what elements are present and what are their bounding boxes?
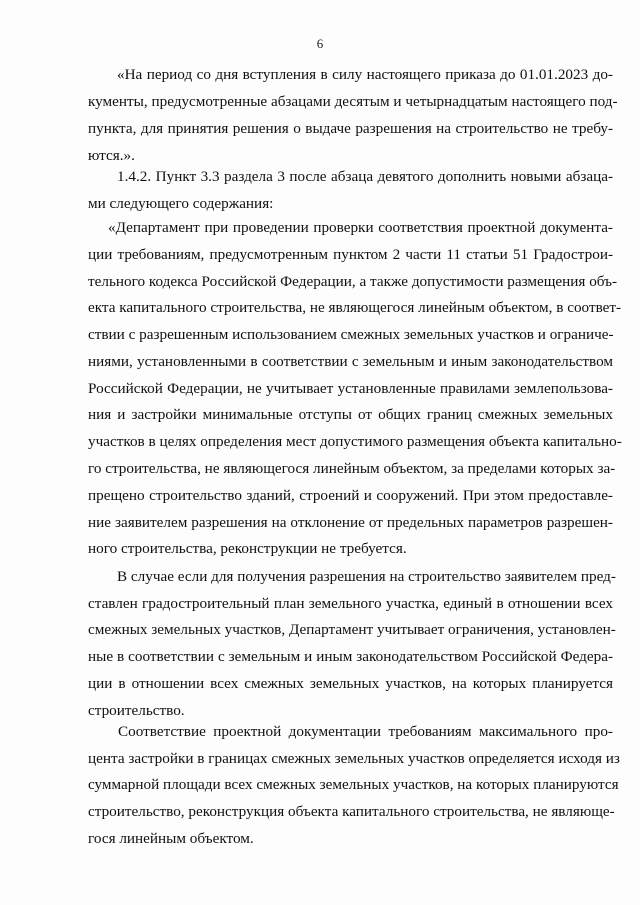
paragraph-line: ние заявителем разрешения на отклонение от предельных параметров разрешен- [88, 514, 613, 531]
paragraph-line: «Департамент при проведении проверки соответствия проектной документа- [108, 219, 613, 236]
paragraph-line: ставлен градостроительный план земельного участка, единый в отношении всех [88, 595, 613, 612]
paragraph-line: ния и застройки минимальные отступы от общих границ смежных земельных [88, 406, 613, 423]
paragraph-line: екта капитального строительства, не являющегося линейным объектом, в соответ- [88, 299, 622, 316]
paragraph-line: Соответствие проектной документации требованиям максимального про- [118, 723, 613, 740]
paragraph-line: 1.4.2. Пункт 3.3 раздела 3 после абзаца девятого дополнить новыми абзаца- [117, 168, 613, 185]
paragraph-line: «На период со дня вступления в силу настоящего приказа до 01.01.2023 до- [117, 66, 613, 83]
paragraph-line: пункта, для принятия решения о выдаче разрешения на строительство не требу- [88, 120, 613, 137]
paragraph-line: участков в целях определения мест допустимого размещения объекта капитально- [88, 433, 622, 450]
paragraph-line: строительство, реконструкция объекта капитального строительства, не являюще- [88, 803, 615, 820]
paragraph-line: ми следующего содержания: [88, 195, 274, 212]
paragraph-line: смежных земельных участков, Департамент учитывает ограничения, установлен- [88, 621, 616, 638]
paragraph-line: ные в соответствии с земельным и иным законодательством Российской Федера- [88, 648, 613, 665]
paragraph-line: суммарной площади всех смежных земельных участков, на которых планируются [88, 776, 619, 793]
paragraph-line: ются.». [88, 147, 135, 164]
paragraph-line: цента застройки в границах смежных земельных участков определяется исходя из [88, 750, 620, 767]
paragraph-line: прещено строительство зданий, строений и сооружений. При этом предоставле- [88, 487, 613, 504]
paragraph-line: тельного кодекса Российской Федерации, а также допустимости размещения объ- [88, 273, 618, 290]
paragraph-line: В случае если для получения разрешения на строительство заявителем пред- [117, 568, 616, 585]
paragraph-line: го строительства, не являющегося линейным объектом, за пределами которых за- [88, 460, 616, 477]
page-number: 6 [316, 36, 324, 51]
paragraph-line: Российской Федерации, не учитывает установленные правилами землепользова- [88, 380, 613, 397]
paragraph-line: кументы, предусмотренные абзацами десятым и четырнадцатым настоящего под- [88, 93, 618, 110]
paragraph-line: ствии с разрешенным использованием смежных земельных участков и ограниче- [88, 326, 614, 343]
paragraph-line: ного строительства, реконструкции не требуется. [88, 540, 407, 557]
paragraph-line: ции в отношении всех смежных земельных участков, на которых планируется [88, 675, 613, 692]
paragraph-line: гося линейным объектом. [88, 830, 254, 847]
paragraph-line: строительство. [88, 702, 185, 719]
paragraph-line: ниями, установленными в соответствии с земельным и иным законодательством [88, 353, 613, 370]
paragraph-line: ции требованиям, предусмотренным пунктом 2 части 11 статьи 51 Градострои- [88, 246, 613, 263]
